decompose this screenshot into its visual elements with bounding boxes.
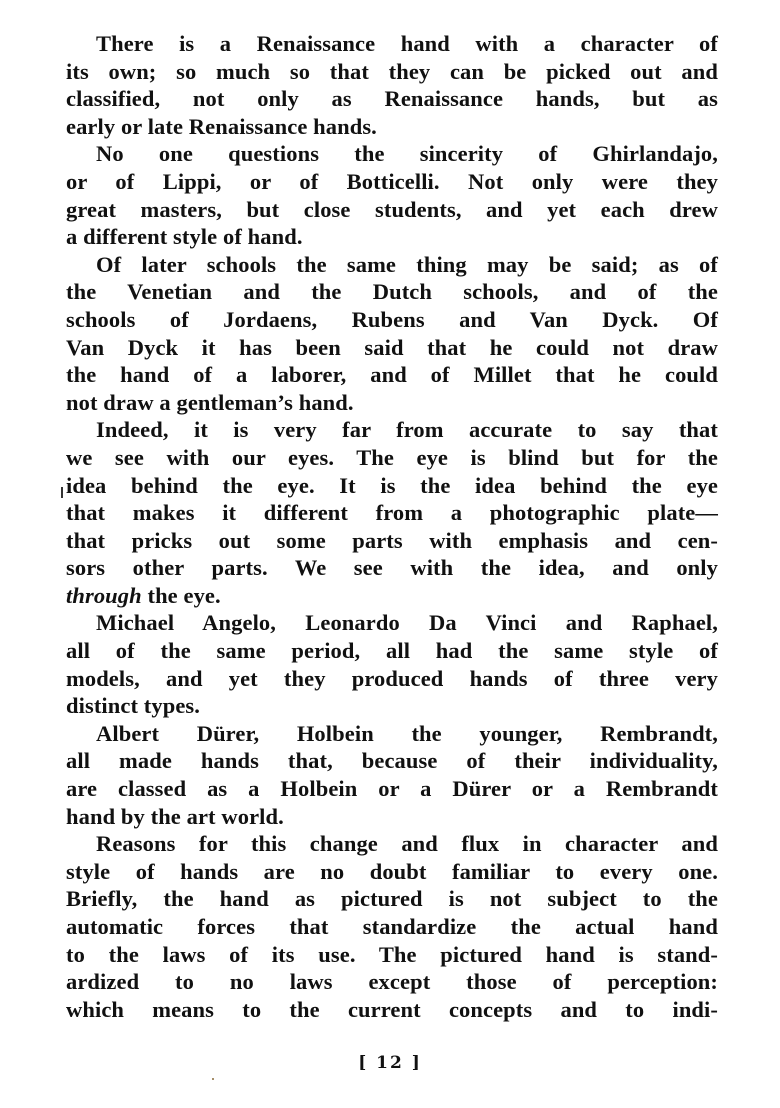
- text-line: hand by the art world.: [66, 803, 284, 829]
- text-line: early or late Renaissance hands.: [66, 113, 377, 139]
- text-line: are classed as a Holbein or a Dürer or a Rembrandt: [66, 776, 718, 802]
- paragraph-later-schools: [66, 251, 718, 417]
- text-line: we see with our eyes. The eye is blind but for the: [66, 444, 718, 470]
- text-line: Briefly, the hand as pictured is not subject to the: [66, 886, 718, 912]
- text-line: a different style of hand.: [66, 224, 303, 250]
- text-line: Albert Dürer, Holbein the younger, Rembrandt,: [96, 720, 718, 746]
- text-line: that pricks out some parts with emphasis and cen-: [66, 527, 718, 553]
- italic-emphasis: through: [66, 582, 142, 608]
- text-line: schools of Jordaens, Rubens and Van Dyck. Of: [66, 306, 718, 332]
- text-line: Indeed, it is very far from accurate to say that: [96, 417, 718, 443]
- text-line: [66, 582, 718, 610]
- text-fragment: the eye.: [141, 582, 221, 608]
- text-line: all made hands that, because of their individuality,: [66, 748, 718, 774]
- page-number: [ 12 ]: [358, 1053, 422, 1073]
- text-line: that makes it different from a photographic plate—: [66, 500, 718, 526]
- paragraph-albert-durer: [66, 720, 718, 830]
- paragraph-renaissance-hand: [66, 30, 718, 140]
- text-line: sors other parts. We see with the idea, and only: [66, 555, 718, 581]
- paragraph-michael-angelo: [66, 609, 718, 719]
- text-line: No one questions the sincerity of Ghirlandajo,: [96, 141, 718, 167]
- scan-speck: [212, 1078, 214, 1080]
- text-line: There is a Renaissance hand with a character of: [96, 31, 718, 56]
- text-line: not draw a gentleman’s hand.: [66, 389, 354, 415]
- text-line: idea behind the eye. It is the idea behind the eye: [66, 472, 718, 498]
- paragraph-reasons-for-change: [66, 830, 718, 1023]
- text-line: classified, not only as Renaissance hands, but as: [66, 86, 718, 112]
- text-line: great masters, but close students, and yet each drew: [66, 196, 718, 222]
- text-line: all of the same period, all had the same style of: [66, 638, 718, 664]
- paragraph-ghirlandajo: [66, 140, 718, 250]
- text-line: which means to the current concepts and to indi-: [66, 996, 718, 1022]
- paragraph-seeing-with-idea: [66, 416, 718, 609]
- text-line: models, and yet they produced hands of three very: [66, 665, 718, 691]
- text-line: ardized to no laws except those of perception:: [66, 969, 718, 995]
- text-line: its own; so much so that they can be picked out and: [66, 58, 718, 84]
- text-line: Michael Angelo, Leonardo Da Vinci and Raphael,: [96, 610, 718, 636]
- text-line: automatic forces that standardize the actual hand: [66, 914, 718, 939]
- scan-artifact-mark: [61, 487, 63, 498]
- text-line: Reasons for this change and flux in character and: [96, 831, 718, 857]
- text-line: to the laws of its use. The pictured hand is stand-: [66, 941, 718, 967]
- book-page-text: [66, 30, 718, 1023]
- text-line: or of Lippi, or of Botticelli. Not only were they: [66, 168, 718, 194]
- text-line: the hand of a laborer, and of Millet that he could: [66, 362, 718, 388]
- text-line: Of later schools the same thing may be said; as of: [96, 251, 718, 277]
- text-line: the Venetian and the Dutch schools, and of the: [66, 279, 718, 305]
- text-line: distinct types.: [66, 693, 201, 719]
- text-line: Van Dyck it has been said that he could not draw: [66, 334, 718, 360]
- text-line: style of hands are no doubt familiar to every one.: [66, 858, 718, 884]
